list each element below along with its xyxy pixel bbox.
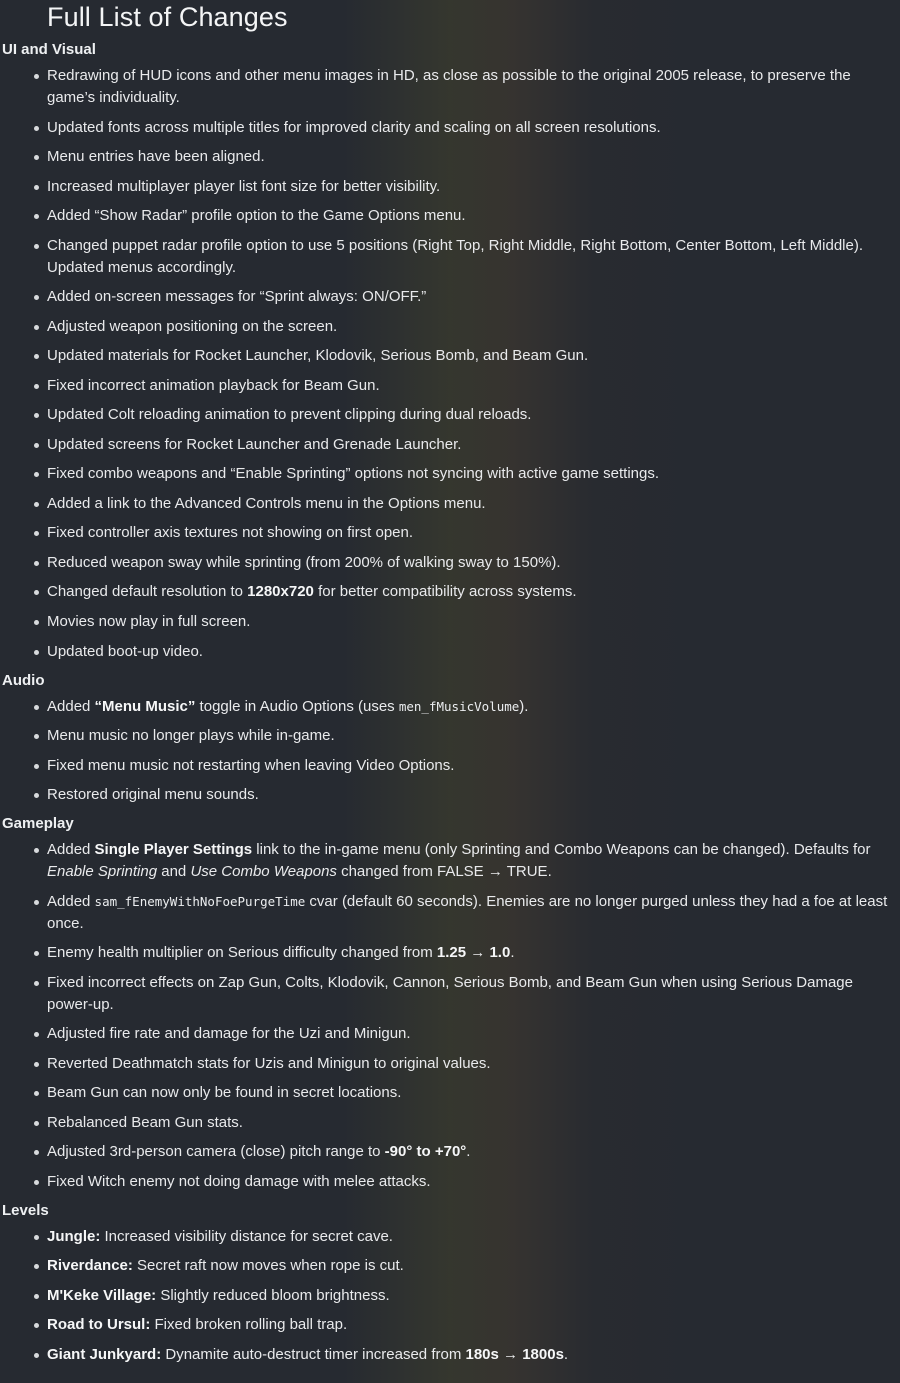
- audio-list: [0, 696, 900, 807]
- section-heading-audio: Audio: [2, 671, 45, 689]
- use-combo-weapons-label: Use Combo Weapons: [190, 863, 337, 880]
- list-item: Redrawing of HUD icons and other menu images in HD, as close as possible to the original 2005 release, to preserve the game’s individuality.: [0, 65, 900, 109]
- single-player-settings-label: Single Player Settings: [94, 841, 253, 858]
- pitch-range-value: -90° to +70°: [384, 1143, 467, 1160]
- new-timer: 1800s: [522, 1345, 564, 1363]
- list-item: Added a link to the Advanced Controls menu in the Options menu.: [0, 493, 900, 515]
- levels-list: [0, 1226, 900, 1366]
- list-item: Updated fonts across multiple titles for improved clarity and scaling on all screen resolutions.: [0, 117, 900, 139]
- list-item: Riverdance: Secret raft now moves when rope is cut.: [0, 1255, 900, 1277]
- list-item: Beam Gun can now only be found in secret locations.: [0, 1082, 900, 1104]
- list-item: Fixed combo weapons and “Enable Sprinting” options not syncing with active game settings.: [0, 463, 900, 485]
- list-item: Adjusted 3rd-person camera (close) pitch range to -90° to +70°.: [0, 1141, 900, 1163]
- list-item: Road to Ursul: Fixed broken rolling ball trap.: [0, 1314, 900, 1336]
- list-item: Fixed controller axis textures not showing on first open.: [0, 522, 900, 544]
- old-timer: 180s: [465, 1345, 499, 1363]
- list-item: Updated screens for Rocket Launcher and Grenade Launcher.: [0, 434, 900, 456]
- list-item: Reduced weapon sway while sprinting (from 200% of walking sway to 150%).: [0, 552, 900, 574]
- list-item: Added Single Player Settings link to the in-game menu (only Sprinting and Combo Weapons can be changed). Defaults for Enable Sprinting and Use Combo Weapons changed from FALSE → TRUE.: [0, 839, 900, 883]
- list-item: Adjusted weapon positioning on the screen.: [0, 316, 900, 338]
- page-title: Full List of Changes: [47, 2, 288, 32]
- new-multiplier: 1.0: [489, 944, 511, 961]
- list-item: Changed puppet radar profile option to use 5 positions (Right Top, Right Middle, Right Bottom, Center Bottom, Left Middle). Updated menus accordingly.: [0, 235, 900, 279]
- level-name: Riverdance:: [47, 1257, 133, 1274]
- ui-visual-list: [0, 65, 900, 663]
- list-item: Menu music no longer plays while in-game.: [0, 725, 900, 747]
- list-item: Fixed incorrect animation playback for Beam Gun.: [0, 375, 900, 397]
- list-item: Added sam_fEnemyWithNoFoePurgeTime cvar (default 60 seconds). Enemies are no longer purged unless they had a foe at least once.: [0, 891, 900, 935]
- list-item: Rebalanced Beam Gun stats.: [0, 1112, 900, 1134]
- list-item: Updated boot-up video.: [0, 641, 900, 663]
- section-heading-ui-visual: UI and Visual: [2, 41, 96, 58]
- list-item: Reverted Deathmatch stats for Uzis and Minigun to original values.: [0, 1053, 900, 1075]
- level-name: M'Keke Village:: [47, 1286, 157, 1304]
- old-multiplier: 1.25: [436, 944, 467, 961]
- list-item: Increased multiplayer player list font size for better visibility.: [0, 176, 900, 198]
- enable-sprinting-label: Enable Sprinting: [47, 863, 158, 880]
- level-name: Road to Ursul:: [47, 1316, 151, 1333]
- gameplay-list: [0, 839, 900, 1193]
- list-item: Restored original menu sounds.: [0, 784, 900, 806]
- list-item: Movies now play in full screen.: [0, 611, 900, 633]
- list-item: Fixed menu music not restarting when leaving Video Options.: [0, 755, 900, 777]
- level-name: Jungle:: [47, 1227, 101, 1245]
- cvar-code: men_fMusicVolume: [398, 698, 520, 714]
- list-item: Fixed Witch enemy not doing damage with melee attacks.: [0, 1171, 900, 1193]
- cvar-code: sam_fEnemyWithNoFoePurgeTime: [94, 893, 306, 909]
- list-item: Changed default resolution to 1280x720 for better compatibility across systems.: [0, 581, 900, 603]
- section-heading-gameplay: Gameplay: [2, 815, 74, 832]
- list-item: Adjusted fire rate and damage for the Uzi and Minigun.: [0, 1023, 900, 1045]
- list-item: Added “Show Radar” profile option to the Game Options menu.: [0, 205, 900, 227]
- list-item: Updated materials for Rocket Launcher, Klodovik, Serious Bomb, and Beam Gun.: [0, 345, 900, 367]
- menu-music-label: “Menu Music”: [94, 697, 196, 715]
- list-item: Fixed incorrect effects on Zap Gun, Colts, Klodovik, Cannon, Serious Bomb, and Beam Gun when using Serious Damage power-up.: [0, 972, 900, 1016]
- list-item: Giant Junkyard: Dynamite auto-destruct timer increased from 180s → 1800s.: [0, 1344, 900, 1366]
- list-item: Menu entries have been aligned.: [0, 146, 900, 168]
- list-item: Enemy health multiplier on Serious difficulty changed from 1.25 → 1.0.: [0, 942, 900, 964]
- list-item: Added on-screen messages for “Sprint always: ON/OFF.”: [0, 286, 900, 308]
- level-name: Giant Junkyard:: [47, 1345, 162, 1363]
- section-heading-levels: Levels: [2, 1201, 49, 1219]
- list-item: Updated Colt reloading animation to prevent clipping during dual reloads.: [0, 404, 900, 426]
- list-item: Added “Menu Music” toggle in Audio Options (uses men_fMusicVolume).: [0, 696, 900, 718]
- resolution-value: 1280x720: [247, 583, 314, 600]
- list-item: Jungle: Increased visibility distance for secret cave.: [0, 1226, 900, 1248]
- list-item: M'Keke Village: Slightly reduced bloom brightness.: [0, 1285, 900, 1307]
